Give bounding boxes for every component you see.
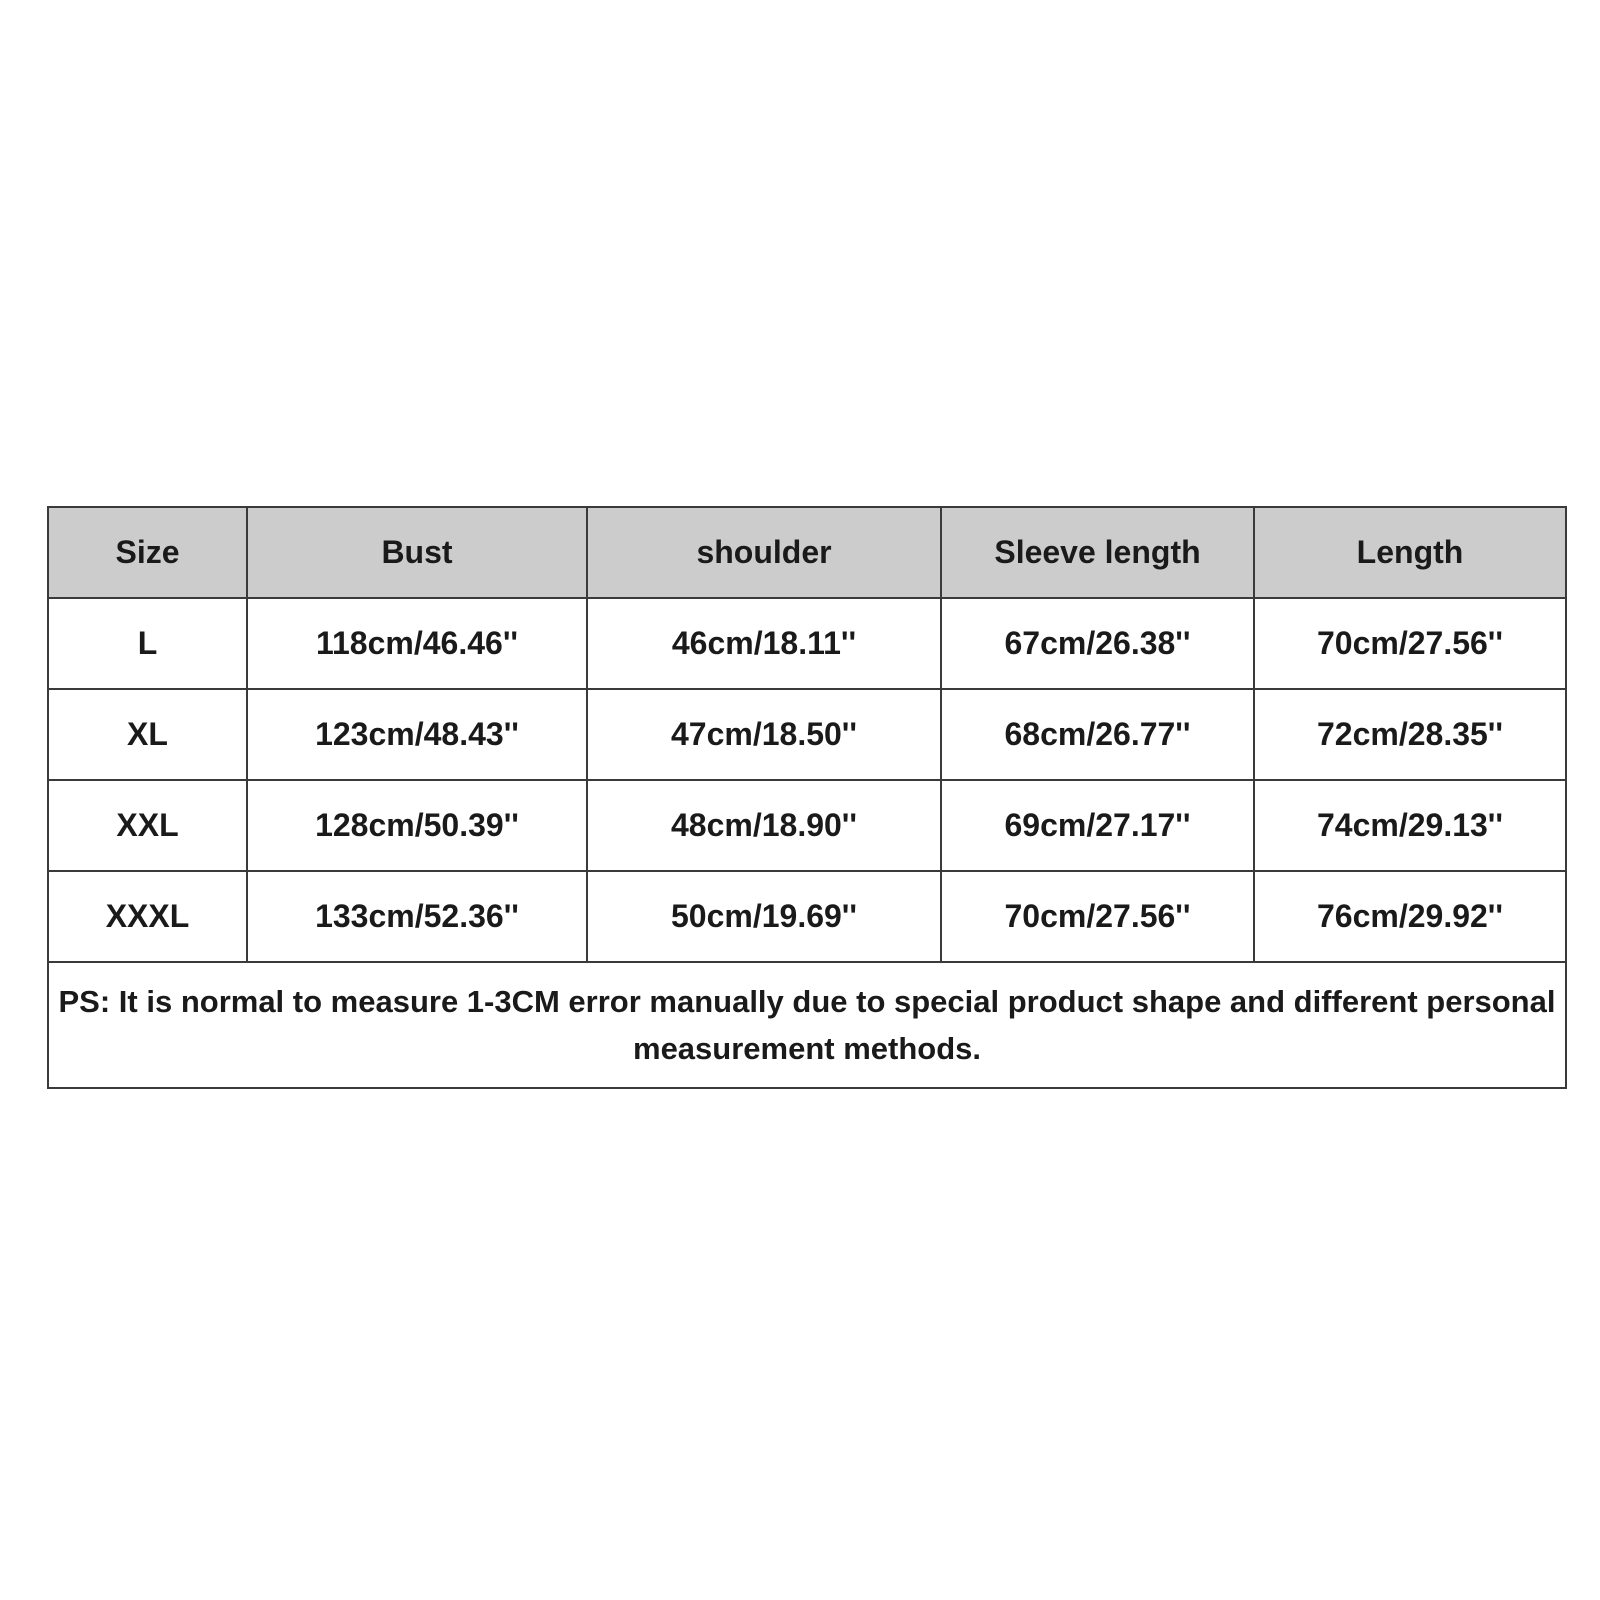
table-row	[48, 780, 1566, 871]
note-text: It is normal to measure 1-3CM error manually due to special product shape and different personal measurement methods.	[110, 984, 1556, 1066]
header-row	[48, 507, 1566, 598]
size-chart-table	[47, 506, 1567, 1089]
sleeve-length-cell: 68cm/26.77''	[941, 689, 1254, 780]
sleeve-length-cell: 70cm/27.56''	[941, 871, 1254, 962]
bust-cell: 128cm/50.39''	[247, 780, 587, 871]
shoulder-cell: 48cm/18.90''	[587, 780, 941, 871]
header-shoulder: shoulder	[587, 507, 941, 598]
table-row	[48, 871, 1566, 962]
note-row	[48, 962, 1566, 1088]
header-length: Length	[1254, 507, 1566, 598]
sleeve-length-cell: 69cm/27.17''	[941, 780, 1254, 871]
measurement-note	[48, 962, 1566, 1088]
bust-cell: 118cm/46.46''	[247, 598, 587, 689]
length-cell: 70cm/27.56''	[1254, 598, 1566, 689]
length-cell: 72cm/28.35''	[1254, 689, 1566, 780]
header-sleeve-length: Sleeve length	[941, 507, 1254, 598]
bust-cell: 133cm/52.36''	[247, 871, 587, 962]
sleeve-length-cell: 67cm/26.38''	[941, 598, 1254, 689]
bust-cell: 123cm/48.43''	[247, 689, 587, 780]
table-row	[48, 689, 1566, 780]
shoulder-cell: 47cm/18.50''	[587, 689, 941, 780]
shoulder-cell: 46cm/18.11''	[587, 598, 941, 689]
size-cell: L	[48, 598, 247, 689]
length-cell: 74cm/29.13''	[1254, 780, 1566, 871]
table-row	[48, 598, 1566, 689]
size-cell: XL	[48, 689, 247, 780]
length-cell: 76cm/29.92''	[1254, 871, 1566, 962]
shoulder-cell: 50cm/19.69''	[587, 871, 941, 962]
header-size: Size	[48, 507, 247, 598]
note-prefix: PS:	[58, 984, 111, 1019]
header-bust: Bust	[247, 507, 587, 598]
size-cell: XXXL	[48, 871, 247, 962]
size-cell: XXL	[48, 780, 247, 871]
